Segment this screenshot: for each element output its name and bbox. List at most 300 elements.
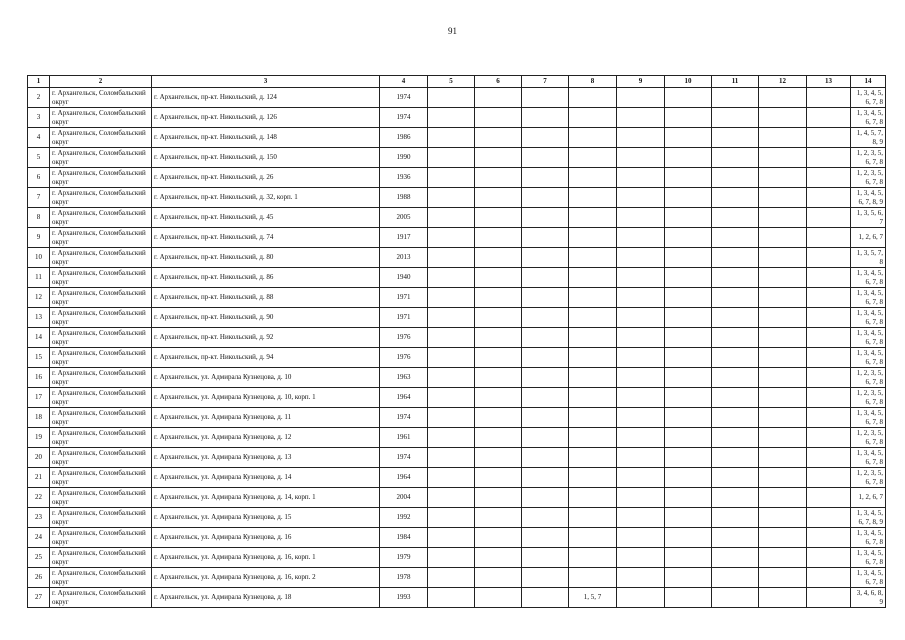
column-8-cell bbox=[569, 108, 617, 128]
empty-cell bbox=[665, 448, 712, 468]
empty-cell bbox=[665, 408, 712, 428]
district-cell: г. Архангельск, Соломбальский округ bbox=[50, 448, 152, 468]
empty-cell bbox=[807, 288, 851, 308]
empty-cell bbox=[807, 328, 851, 348]
column-8-cell bbox=[569, 448, 617, 468]
row-number-cell: 9 bbox=[28, 228, 50, 248]
column-header: 9 bbox=[617, 76, 665, 88]
empty-cell bbox=[475, 188, 522, 208]
empty-cell bbox=[522, 528, 569, 548]
table-row bbox=[28, 268, 886, 288]
district-cell: г. Архангельск, Соломбальский округ bbox=[50, 388, 152, 408]
empty-cell bbox=[522, 368, 569, 388]
district-cell: г. Архангельск, Соломбальский округ bbox=[50, 488, 152, 508]
district-cell: г. Архангельск, Соломбальский округ bbox=[50, 588, 152, 608]
empty-cell bbox=[665, 508, 712, 528]
address-cell: г. Архангельск, ул. Адмирала Кузнецова, д. 18 bbox=[152, 588, 380, 608]
column-14-cell: 1, 3, 4, 5, 6, 7, 8, 9 bbox=[851, 508, 886, 528]
column-8-cell bbox=[569, 528, 617, 548]
district-cell: г. Архангельск, Соломбальский округ bbox=[50, 248, 152, 268]
empty-cell bbox=[712, 388, 759, 408]
table-row bbox=[28, 208, 886, 228]
empty-cell bbox=[759, 328, 807, 348]
district-cell: г. Архангельск, Соломбальский округ bbox=[50, 228, 152, 248]
row-number-cell: 4 bbox=[28, 128, 50, 148]
table-row bbox=[28, 488, 886, 508]
empty-cell bbox=[712, 508, 759, 528]
empty-cell bbox=[712, 168, 759, 188]
empty-cell bbox=[807, 208, 851, 228]
empty-cell bbox=[759, 388, 807, 408]
empty-cell bbox=[759, 228, 807, 248]
address-cell: г. Архангельск, пр-кт. Никольский, д. 88 bbox=[152, 288, 380, 308]
empty-cell bbox=[759, 528, 807, 548]
year-cell: 2013 bbox=[380, 248, 428, 268]
district-cell: г. Архангельск, Соломбальский округ bbox=[50, 188, 152, 208]
table-row bbox=[28, 568, 886, 588]
year-cell: 1974 bbox=[380, 88, 428, 108]
row-number-cell: 27 bbox=[28, 588, 50, 608]
column-14-cell: 1, 3, 4, 5, 6, 7, 8 bbox=[851, 308, 886, 328]
empty-cell bbox=[665, 248, 712, 268]
empty-cell bbox=[617, 468, 665, 488]
address-cell: г. Архангельск, пр-кт. Никольский, д. 90 bbox=[152, 308, 380, 328]
column-header: 14 bbox=[851, 76, 886, 88]
empty-cell bbox=[475, 508, 522, 528]
year-cell: 1978 bbox=[380, 568, 428, 588]
column-8-cell bbox=[569, 128, 617, 148]
empty-cell bbox=[617, 108, 665, 128]
empty-cell bbox=[522, 588, 569, 608]
table-row bbox=[28, 288, 886, 308]
column-header: 12 bbox=[759, 76, 807, 88]
empty-cell bbox=[807, 148, 851, 168]
year-cell: 2005 bbox=[380, 208, 428, 228]
empty-cell bbox=[522, 168, 569, 188]
empty-cell bbox=[712, 408, 759, 428]
year-cell: 1940 bbox=[380, 268, 428, 288]
address-cell: г. Архангельск, пр-кт. Никольский, д. 86 bbox=[152, 268, 380, 288]
row-number-cell: 22 bbox=[28, 488, 50, 508]
year-cell: 1974 bbox=[380, 108, 428, 128]
column-8-cell bbox=[569, 388, 617, 408]
year-cell: 1988 bbox=[380, 188, 428, 208]
table-row bbox=[28, 248, 886, 268]
empty-cell bbox=[428, 208, 475, 228]
column-8-cell bbox=[569, 148, 617, 168]
empty-cell bbox=[617, 188, 665, 208]
empty-cell bbox=[617, 348, 665, 368]
empty-cell bbox=[759, 348, 807, 368]
empty-cell bbox=[428, 348, 475, 368]
empty-cell bbox=[759, 568, 807, 588]
row-number-cell: 6 bbox=[28, 168, 50, 188]
empty-cell bbox=[807, 508, 851, 528]
empty-cell bbox=[759, 168, 807, 188]
table-row bbox=[28, 468, 886, 488]
district-cell: г. Архангельск, Соломбальский округ bbox=[50, 468, 152, 488]
empty-cell bbox=[665, 88, 712, 108]
empty-cell bbox=[428, 108, 475, 128]
empty-cell bbox=[428, 228, 475, 248]
address-cell: г. Архангельск, пр-кт. Никольский, д. 148 bbox=[152, 128, 380, 148]
empty-cell bbox=[428, 368, 475, 388]
empty-cell bbox=[617, 288, 665, 308]
empty-cell bbox=[617, 568, 665, 588]
address-cell: г. Архангельск, ул. Адмирала Кузнецова, д. 15 bbox=[152, 508, 380, 528]
empty-cell bbox=[522, 488, 569, 508]
empty-cell bbox=[428, 188, 475, 208]
address-cell: г. Архангельск, ул. Адмирала Кузнецова, д. 16, корп. 1 bbox=[152, 548, 380, 568]
district-cell: г. Архангельск, Соломбальский округ bbox=[50, 288, 152, 308]
district-cell: г. Архангельск, Соломбальский округ bbox=[50, 168, 152, 188]
empty-cell bbox=[807, 128, 851, 148]
empty-cell bbox=[712, 108, 759, 128]
table-row bbox=[28, 428, 886, 448]
empty-cell bbox=[712, 348, 759, 368]
year-cell: 1936 bbox=[380, 168, 428, 188]
empty-cell bbox=[807, 348, 851, 368]
empty-cell bbox=[475, 288, 522, 308]
empty-cell bbox=[665, 128, 712, 148]
empty-cell bbox=[665, 568, 712, 588]
empty-cell bbox=[428, 548, 475, 568]
empty-cell bbox=[807, 468, 851, 488]
empty-cell bbox=[428, 388, 475, 408]
empty-cell bbox=[522, 468, 569, 488]
empty-cell bbox=[428, 408, 475, 428]
empty-cell bbox=[759, 88, 807, 108]
address-cell: г. Архангельск, ул. Адмирала Кузнецова, д. 11 bbox=[152, 408, 380, 428]
empty-cell bbox=[807, 448, 851, 468]
row-number-cell: 2 bbox=[28, 88, 50, 108]
empty-cell bbox=[665, 208, 712, 228]
empty-cell bbox=[522, 408, 569, 428]
table-row bbox=[28, 348, 886, 368]
column-header: 8 bbox=[569, 76, 617, 88]
year-cell: 1976 bbox=[380, 348, 428, 368]
empty-cell bbox=[665, 368, 712, 388]
column-14-cell: 1, 3, 4, 5, 6, 7, 8 bbox=[851, 328, 886, 348]
empty-cell bbox=[807, 528, 851, 548]
column-8-cell bbox=[569, 248, 617, 268]
table-row bbox=[28, 228, 886, 248]
empty-cell bbox=[617, 148, 665, 168]
empty-cell bbox=[428, 568, 475, 588]
year-cell: 1974 bbox=[380, 408, 428, 428]
column-header: 11 bbox=[712, 76, 759, 88]
empty-cell bbox=[712, 448, 759, 468]
empty-cell bbox=[807, 88, 851, 108]
row-number-cell: 10 bbox=[28, 248, 50, 268]
address-cell: г. Архангельск, ул. Адмирала Кузнецова, д. 14 bbox=[152, 468, 380, 488]
district-cell: г. Архангельск, Соломбальский округ bbox=[50, 208, 152, 228]
address-cell: г. Архангельск, ул. Адмирала Кузнецова, д. 14, корп. 1 bbox=[152, 488, 380, 508]
empty-cell bbox=[617, 168, 665, 188]
empty-cell bbox=[475, 428, 522, 448]
empty-cell bbox=[665, 328, 712, 348]
header-row bbox=[28, 76, 886, 88]
year-cell: 1917 bbox=[380, 228, 428, 248]
empty-cell bbox=[759, 148, 807, 168]
empty-cell bbox=[712, 568, 759, 588]
empty-cell bbox=[617, 488, 665, 508]
year-cell: 1961 bbox=[380, 428, 428, 448]
table-row bbox=[28, 88, 886, 108]
empty-cell bbox=[712, 328, 759, 348]
district-cell: г. Архангельск, Соломбальский округ bbox=[50, 268, 152, 288]
district-cell: г. Архангельск, Соломбальский округ bbox=[50, 528, 152, 548]
year-cell: 1964 bbox=[380, 388, 428, 408]
empty-cell bbox=[475, 488, 522, 508]
page-number: 91 bbox=[448, 26, 457, 36]
empty-cell bbox=[522, 548, 569, 568]
row-number-cell: 16 bbox=[28, 368, 50, 388]
empty-cell bbox=[712, 368, 759, 388]
empty-cell bbox=[759, 248, 807, 268]
year-cell: 1964 bbox=[380, 468, 428, 488]
year-cell: 1979 bbox=[380, 548, 428, 568]
empty-cell bbox=[522, 248, 569, 268]
row-number-cell: 11 bbox=[28, 268, 50, 288]
empty-cell bbox=[807, 388, 851, 408]
empty-cell bbox=[617, 128, 665, 148]
empty-cell bbox=[712, 528, 759, 548]
row-number-cell: 18 bbox=[28, 408, 50, 428]
empty-cell bbox=[807, 428, 851, 448]
empty-cell bbox=[475, 568, 522, 588]
column-header: 2 bbox=[50, 76, 152, 88]
empty-cell bbox=[807, 548, 851, 568]
empty-cell bbox=[665, 308, 712, 328]
year-cell: 1976 bbox=[380, 328, 428, 348]
empty-cell bbox=[617, 268, 665, 288]
table-row bbox=[28, 328, 886, 348]
address-cell: г. Архангельск, пр-кт. Никольский, д. 94 bbox=[152, 348, 380, 368]
empty-cell bbox=[475, 108, 522, 128]
address-cell: г. Архангельск, пр-кт. Никольский, д. 32, корп. 1 bbox=[152, 188, 380, 208]
column-14-cell: 1, 3, 5, 7, 8 bbox=[851, 248, 886, 268]
empty-cell bbox=[522, 428, 569, 448]
column-14-cell: 1, 3, 4, 5, 6, 7, 8 bbox=[851, 108, 886, 128]
empty-cell bbox=[712, 268, 759, 288]
column-14-cell: 1, 3, 4, 5, 6, 7, 8 bbox=[851, 348, 886, 368]
column-8-cell bbox=[569, 508, 617, 528]
column-14-cell: 1, 3, 4, 5, 6, 7, 8 bbox=[851, 288, 886, 308]
column-8-cell bbox=[569, 288, 617, 308]
district-cell: г. Архангельск, Соломбальский округ bbox=[50, 148, 152, 168]
empty-cell bbox=[475, 148, 522, 168]
row-number-cell: 17 bbox=[28, 388, 50, 408]
table-body bbox=[28, 88, 886, 608]
column-header: 10 bbox=[665, 76, 712, 88]
empty-cell bbox=[428, 468, 475, 488]
table-row bbox=[28, 388, 886, 408]
empty-cell bbox=[759, 448, 807, 468]
column-8-cell bbox=[569, 488, 617, 508]
empty-cell bbox=[759, 268, 807, 288]
year-cell: 1963 bbox=[380, 368, 428, 388]
table-row bbox=[28, 108, 886, 128]
district-cell: г. Архангельск, Соломбальский округ bbox=[50, 508, 152, 528]
table-row bbox=[28, 168, 886, 188]
table-row bbox=[28, 528, 886, 548]
empty-cell bbox=[475, 548, 522, 568]
district-cell: г. Архангельск, Соломбальский округ bbox=[50, 408, 152, 428]
table-row bbox=[28, 508, 886, 528]
empty-cell bbox=[712, 88, 759, 108]
row-number-cell: 25 bbox=[28, 548, 50, 568]
column-header: 6 bbox=[475, 76, 522, 88]
column-14-cell: 1, 3, 5, 6, 7 bbox=[851, 208, 886, 228]
year-cell: 2004 bbox=[380, 488, 428, 508]
column-14-cell: 1, 2, 3, 5, 6, 7, 8 bbox=[851, 368, 886, 388]
table-row bbox=[28, 148, 886, 168]
district-cell: г. Архангельск, Соломбальский округ bbox=[50, 128, 152, 148]
district-cell: г. Архангельск, Соломбальский округ bbox=[50, 108, 152, 128]
district-cell: г. Архангельск, Соломбальский округ bbox=[50, 428, 152, 448]
empty-cell bbox=[617, 368, 665, 388]
column-14-cell: 1, 3, 4, 5, 6, 7, 8 bbox=[851, 548, 886, 568]
row-number-cell: 26 bbox=[28, 568, 50, 588]
row-number-cell: 20 bbox=[28, 448, 50, 468]
column-14-cell: 1, 3, 4, 5, 6, 7, 8 bbox=[851, 88, 886, 108]
empty-cell bbox=[475, 388, 522, 408]
district-cell: г. Архангельск, Соломбальский округ bbox=[50, 328, 152, 348]
column-header: 1 bbox=[28, 76, 50, 88]
empty-cell bbox=[428, 88, 475, 108]
row-number-cell: 13 bbox=[28, 308, 50, 328]
empty-cell bbox=[475, 228, 522, 248]
empty-cell bbox=[712, 308, 759, 328]
empty-cell bbox=[759, 308, 807, 328]
empty-cell bbox=[475, 468, 522, 488]
empty-cell bbox=[475, 588, 522, 608]
empty-cell bbox=[807, 408, 851, 428]
empty-cell bbox=[522, 348, 569, 368]
year-cell: 1993 bbox=[380, 588, 428, 608]
year-cell: 1971 bbox=[380, 308, 428, 328]
column-8-cell bbox=[569, 408, 617, 428]
year-cell: 1986 bbox=[380, 128, 428, 148]
row-number-cell: 3 bbox=[28, 108, 50, 128]
empty-cell bbox=[522, 448, 569, 468]
empty-cell bbox=[665, 388, 712, 408]
address-cell: г. Архангельск, ул. Адмирала Кузнецова, д. 13 bbox=[152, 448, 380, 468]
empty-cell bbox=[428, 508, 475, 528]
district-cell: г. Архангельск, Соломбальский округ bbox=[50, 568, 152, 588]
empty-cell bbox=[759, 508, 807, 528]
column-14-cell: 1, 3, 4, 5, 6, 7, 8, 9 bbox=[851, 188, 886, 208]
empty-cell bbox=[712, 248, 759, 268]
empty-cell bbox=[617, 388, 665, 408]
empty-cell bbox=[617, 408, 665, 428]
empty-cell bbox=[475, 168, 522, 188]
column-8-cell bbox=[569, 228, 617, 248]
empty-cell bbox=[475, 528, 522, 548]
empty-cell bbox=[665, 468, 712, 488]
address-cell: г. Архангельск, пр-кт. Никольский, д. 80 bbox=[152, 248, 380, 268]
empty-cell bbox=[807, 248, 851, 268]
table-row bbox=[28, 448, 886, 468]
column-14-cell: 1, 2, 3, 5, 6, 7, 8 bbox=[851, 388, 886, 408]
empty-cell bbox=[665, 108, 712, 128]
column-header: 3 bbox=[152, 76, 380, 88]
address-cell: г. Архангельск, ул. Адмирала Кузнецова, д. 12 bbox=[152, 428, 380, 448]
empty-cell bbox=[428, 148, 475, 168]
address-cell: г. Архангельск, пр-кт. Никольский, д. 150 bbox=[152, 148, 380, 168]
empty-cell bbox=[807, 308, 851, 328]
empty-cell bbox=[522, 388, 569, 408]
empty-cell bbox=[522, 268, 569, 288]
empty-cell bbox=[712, 288, 759, 308]
empty-cell bbox=[665, 428, 712, 448]
empty-cell bbox=[522, 508, 569, 528]
column-8-cell bbox=[569, 88, 617, 108]
column-8-cell bbox=[569, 368, 617, 388]
address-cell: г. Архангельск, пр-кт. Никольский, д. 74 bbox=[152, 228, 380, 248]
empty-cell bbox=[712, 488, 759, 508]
column-14-cell: 1, 3, 4, 5, 6, 7, 8 bbox=[851, 408, 886, 428]
empty-cell bbox=[665, 348, 712, 368]
empty-cell bbox=[522, 288, 569, 308]
column-8-cell bbox=[569, 348, 617, 368]
empty-cell bbox=[665, 528, 712, 548]
empty-cell bbox=[712, 428, 759, 448]
empty-cell bbox=[428, 528, 475, 548]
row-number-cell: 14 bbox=[28, 328, 50, 348]
empty-cell bbox=[665, 228, 712, 248]
column-8-cell bbox=[569, 268, 617, 288]
column-header: 4 bbox=[380, 76, 428, 88]
empty-cell bbox=[807, 488, 851, 508]
empty-cell bbox=[617, 208, 665, 228]
column-14-cell: 1, 4, 5, 7, 8, 9 bbox=[851, 128, 886, 148]
column-14-cell: 3, 4, 6, 8, 9 bbox=[851, 588, 886, 608]
empty-cell bbox=[475, 88, 522, 108]
empty-cell bbox=[522, 88, 569, 108]
column-14-cell: 1, 3, 4, 5, 6, 7, 8 bbox=[851, 568, 886, 588]
row-number-cell: 24 bbox=[28, 528, 50, 548]
empty-cell bbox=[475, 128, 522, 148]
empty-cell bbox=[475, 328, 522, 348]
empty-cell bbox=[428, 128, 475, 148]
district-cell: г. Архангельск, Соломбальский округ bbox=[50, 348, 152, 368]
year-cell: 1992 bbox=[380, 508, 428, 528]
column-8-cell bbox=[569, 428, 617, 448]
column-8-cell bbox=[569, 308, 617, 328]
row-number-cell: 12 bbox=[28, 288, 50, 308]
column-14-cell: 1, 2, 3, 5, 6, 7, 8 bbox=[851, 148, 886, 168]
empty-cell bbox=[617, 528, 665, 548]
empty-cell bbox=[475, 368, 522, 388]
empty-cell bbox=[665, 268, 712, 288]
empty-cell bbox=[617, 548, 665, 568]
empty-cell bbox=[428, 308, 475, 328]
empty-cell bbox=[617, 248, 665, 268]
column-14-cell: 1, 2, 6, 7 bbox=[851, 228, 886, 248]
address-cell: г. Архангельск, пр-кт. Никольский, д. 124 bbox=[152, 88, 380, 108]
table-row bbox=[28, 308, 886, 328]
empty-cell bbox=[522, 568, 569, 588]
empty-cell bbox=[475, 208, 522, 228]
empty-cell bbox=[522, 208, 569, 228]
empty-cell bbox=[522, 188, 569, 208]
empty-cell bbox=[428, 168, 475, 188]
column-14-cell: 1, 3, 4, 5, 6, 7, 8 bbox=[851, 268, 886, 288]
district-cell: г. Архангельск, Соломбальский округ bbox=[50, 368, 152, 388]
column-8-cell bbox=[569, 328, 617, 348]
